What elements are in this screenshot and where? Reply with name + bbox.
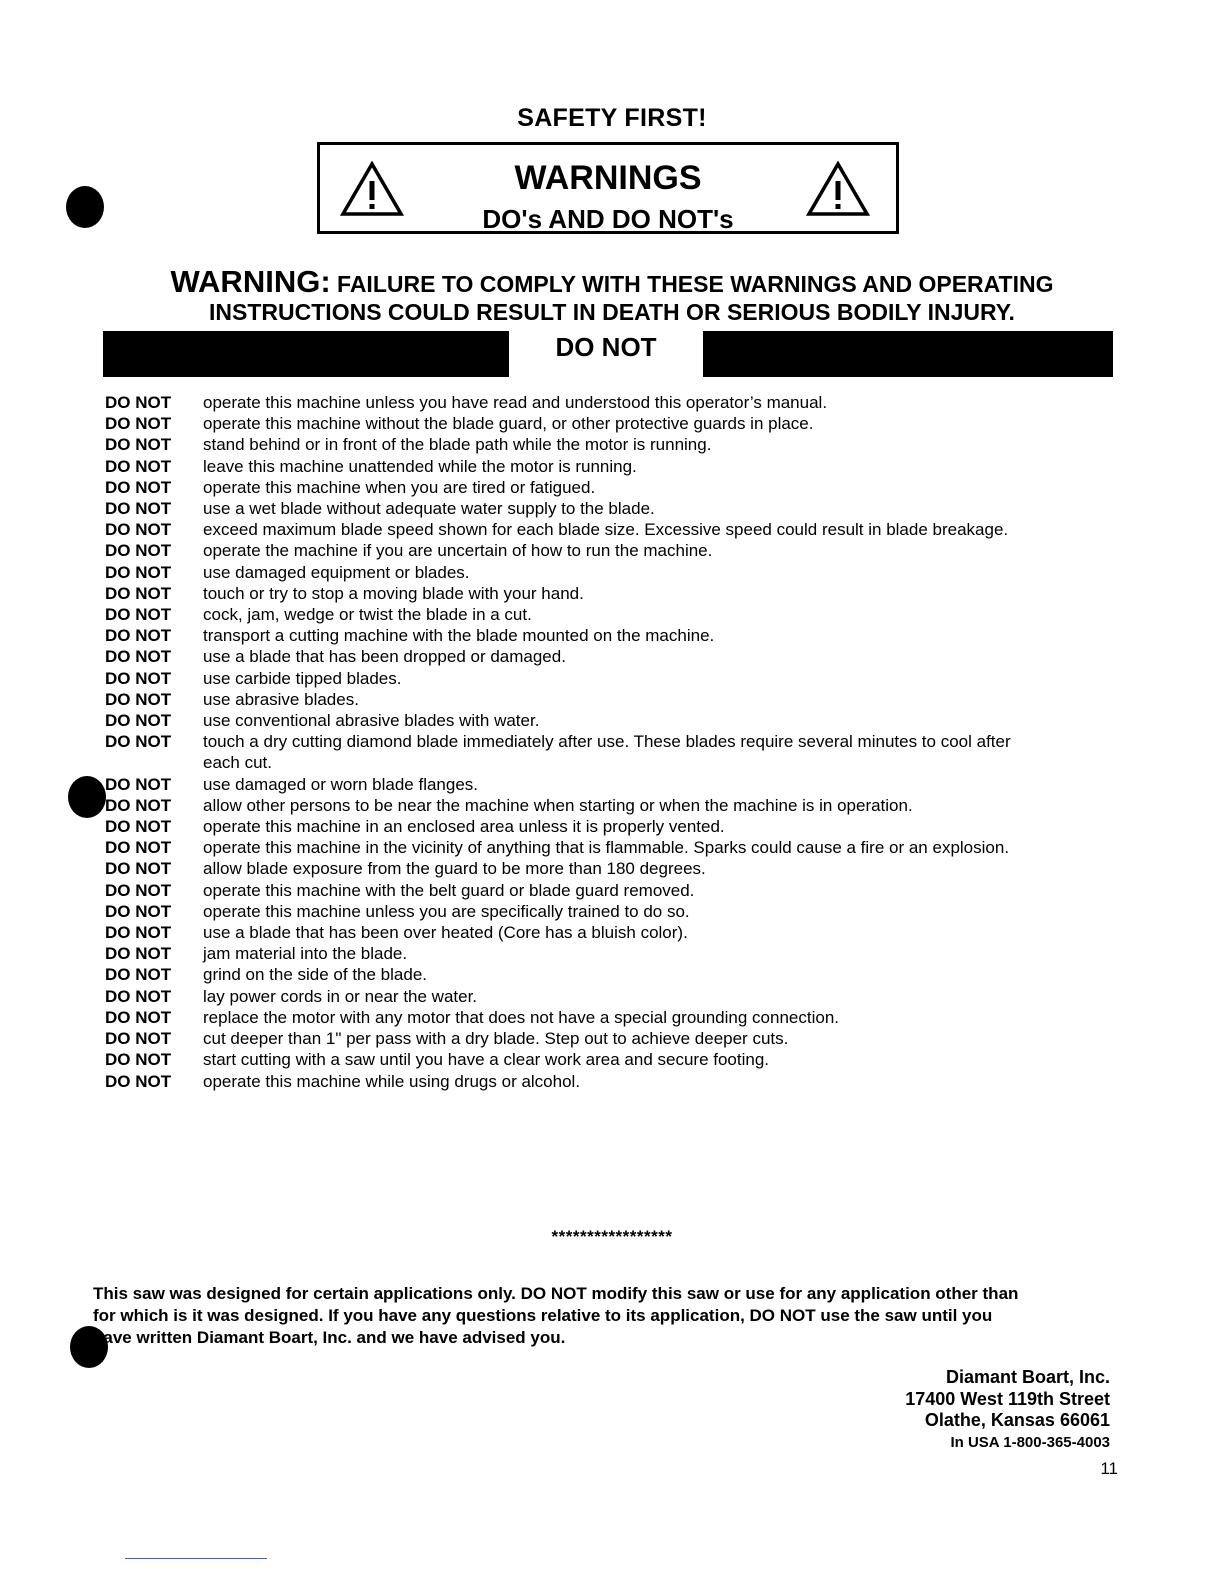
rule-text: allow other persons to be near the machine when starting or when the machine is in operation.	[203, 795, 913, 815]
rule-label: DO NOT	[105, 774, 172, 794]
rule-text: operate this machine in an enclosed area unless it is properly vented.	[203, 817, 725, 837]
rule-text: cock, jam, wedge or twist the blade in a cut.	[203, 605, 532, 625]
rule-row	[96, 477, 1096, 498]
rule-text: each cut.	[203, 753, 272, 773]
rule-text: operate the machine if you are uncertain of how to run the machine.	[203, 541, 713, 561]
warning-statement-line-2: INSTRUCTIONS COULD RESULT IN DEATH OR SERIOUS BODILY INJURY.	[209, 299, 1015, 325]
rule-text: use a blade that has been over heated (Core has a bluish color).	[203, 923, 688, 943]
rule-text: use abrasive blades.	[203, 689, 359, 709]
rule-row	[96, 1028, 1096, 1049]
rule-text: use damaged equipment or blades.	[203, 562, 470, 582]
rule-label: DO NOT	[105, 668, 172, 688]
page-number: 11	[1100, 1459, 1118, 1478]
company-address	[905, 1367, 1110, 1453]
dos-and-donts-title: DO's AND DO NOT's	[482, 204, 734, 234]
rule-label: DO NOT	[105, 795, 172, 815]
rule-label: DO NOT	[105, 499, 172, 519]
rule-label: DO NOT	[105, 1029, 172, 1049]
rule-label: DO NOT	[105, 732, 172, 752]
rule-label: DO NOT	[105, 477, 172, 497]
rule-row	[96, 752, 1096, 773]
rule-text: operate this machine unless you have read and understood this operator’s manual.	[203, 393, 828, 412]
rule-row	[96, 413, 1096, 434]
rule-row	[96, 646, 1096, 667]
rule-text: use carbide tipped blades.	[203, 668, 402, 688]
rule-row	[96, 604, 1096, 625]
rule-label: DO NOT	[105, 605, 172, 625]
rule-row	[96, 625, 1096, 646]
company-street: 17400 West 119th Street	[905, 1388, 1110, 1409]
rule-label: DO NOT	[105, 562, 172, 582]
rule-text: allow blade exposure from the guard to be more than 180 degrees.	[203, 859, 706, 879]
rule-row	[96, 986, 1096, 1007]
rule-label: DO NOT	[105, 944, 172, 964]
rule-row	[96, 540, 1096, 561]
rule-text: replace the motor with any motor that does not have a special grounding connection.	[203, 1007, 839, 1027]
rule-text: jam material into the blade.	[203, 944, 408, 964]
binder-hole-top	[66, 186, 104, 228]
rule-label: DO NOT	[105, 456, 172, 476]
rule-text: operate this machine unless you are specifically trained to do so.	[203, 901, 690, 921]
rule-label: DO NOT	[105, 520, 172, 540]
rule-row	[96, 392, 1096, 413]
rule-row	[96, 901, 1096, 922]
rule-row	[96, 964, 1096, 985]
rule-text: operate this machine in the vicinity of anything that is flammable. Sparks could cause a fire or an explosion.	[203, 838, 1010, 858]
rule-row	[96, 880, 1096, 901]
rule-row	[96, 456, 1096, 477]
rule-label: DO NOT	[105, 923, 172, 943]
warning-text-1: FAILURE TO COMPLY WITH THESE WARNINGS AND OPERATING	[330, 271, 1054, 297]
rule-text: exceed maximum blade speed shown for each blade size. Excessive speed could result in blade breakage.	[203, 520, 1009, 540]
section-bar-right	[703, 331, 1113, 377]
footer-note-line-3: have written Diamant Boart, Inc. and we have advised you.	[93, 1328, 566, 1347]
rule-row	[96, 1049, 1096, 1070]
rule-row	[96, 922, 1096, 943]
rule-row	[96, 795, 1096, 816]
warnings-title: WARNINGS	[514, 159, 702, 197]
rule-label: DO NOT	[105, 647, 172, 667]
rule-label: DO NOT	[105, 901, 172, 921]
rule-row	[96, 837, 1096, 858]
rule-text: lay power cords in or near the water.	[203, 986, 478, 1006]
rule-row	[96, 943, 1096, 964]
warning-statement-line-1	[0, 264, 1224, 300]
rule-text: start cutting with a saw until you have a clear work area and secure footing.	[203, 1050, 770, 1070]
rule-label: DO NOT	[105, 838, 172, 858]
rule-text: stand behind or in front of the blade path while the motor is running.	[203, 435, 712, 455]
warning-triangle-icon	[806, 161, 870, 217]
rule-text: operate this machine with the belt guard or blade guard removed.	[203, 880, 695, 900]
rule-text: touch or try to stop a moving blade with your hand.	[203, 583, 584, 603]
rule-label: DO NOT	[105, 541, 172, 561]
rule-row	[96, 731, 1096, 752]
separator: *****************	[551, 1227, 673, 1246]
rule-text: operate this machine while using drugs or alcohol.	[203, 1071, 581, 1091]
rule-text: touch a dry cutting diamond blade immediately after use. These blades require several minutes to cool after	[203, 732, 1011, 752]
rule-text: operate this machine when you are tired or fatigued.	[203, 477, 596, 497]
rule-row	[96, 498, 1096, 519]
rule-label: DO NOT	[105, 859, 172, 879]
rules-list	[96, 392, 1096, 1092]
rule-text: use damaged or worn blade flanges.	[203, 774, 479, 794]
rule-label: DO NOT	[105, 1007, 172, 1027]
rule-row	[96, 858, 1096, 879]
bottom-rule	[125, 1558, 267, 1559]
warnings-box	[317, 142, 899, 234]
footer-note-line-1: This saw was designed for certain applications only. DO NOT modify this saw or use for any application other than	[93, 1284, 1019, 1303]
rule-label: DO NOT	[105, 880, 172, 900]
rule-text: cut deeper than 1" per pass with a dry blade. Step out to achieve deeper cuts.	[203, 1029, 789, 1049]
rule-row	[96, 434, 1096, 455]
rule-text: operate this machine without the blade guard, or other protective guards in place.	[203, 414, 814, 434]
rule-label: DO NOT	[105, 414, 172, 434]
rule-label: DO NOT	[105, 986, 172, 1006]
rule-label: DO NOT	[105, 393, 172, 412]
rule-label: DO NOT	[105, 435, 172, 455]
rule-label: DO NOT	[105, 1050, 172, 1070]
warning-lead: WARNING:	[170, 264, 331, 299]
page-title: SAFETY FIRST!	[517, 104, 707, 132]
rule-label	[96, 752, 203, 773]
rule-row	[96, 816, 1096, 837]
footer-note-line-2: for which is it was designed. If you have any questions relative to its application, DO NOT use the saw until you	[93, 1306, 993, 1325]
rule-label: DO NOT	[105, 689, 172, 709]
company-city: Olathe, Kansas 66061	[924, 1410, 1110, 1430]
section-bar-label: DO NOT	[555, 332, 657, 362]
rule-label: DO NOT	[105, 583, 172, 603]
rule-label: DO NOT	[105, 965, 172, 985]
rule-row	[96, 562, 1096, 583]
rule-row	[96, 583, 1096, 604]
rule-text: use conventional abrasive blades with water.	[203, 711, 540, 731]
section-bar-left	[103, 331, 509, 377]
rule-label: DO NOT	[105, 1071, 172, 1091]
rule-text: grind on the side of the blade.	[203, 965, 427, 985]
footer-note	[93, 1283, 1123, 1349]
rule-row	[96, 1007, 1096, 1028]
company-name: Diamant Boart, Inc.	[945, 1367, 1110, 1387]
rule-text: transport a cutting machine with the blade mounted on the machine.	[203, 626, 715, 646]
rule-label: DO NOT	[105, 711, 172, 731]
rule-text: leave this machine unattended while the motor is running.	[203, 456, 637, 476]
rule-text: use a wet blade without adequate water supply to the blade.	[203, 499, 655, 519]
company-phone: In USA 1-800-365-4003	[950, 1433, 1110, 1451]
rule-text: use a blade that has been dropped or damaged.	[203, 647, 566, 667]
rule-row	[96, 519, 1096, 540]
rule-row	[96, 774, 1096, 795]
rule-row	[96, 689, 1096, 710]
rule-row	[96, 710, 1096, 731]
rule-row	[96, 668, 1096, 689]
rule-label: DO NOT	[105, 817, 172, 837]
rule-label: DO NOT	[105, 626, 172, 646]
rule-row	[96, 1071, 1096, 1092]
